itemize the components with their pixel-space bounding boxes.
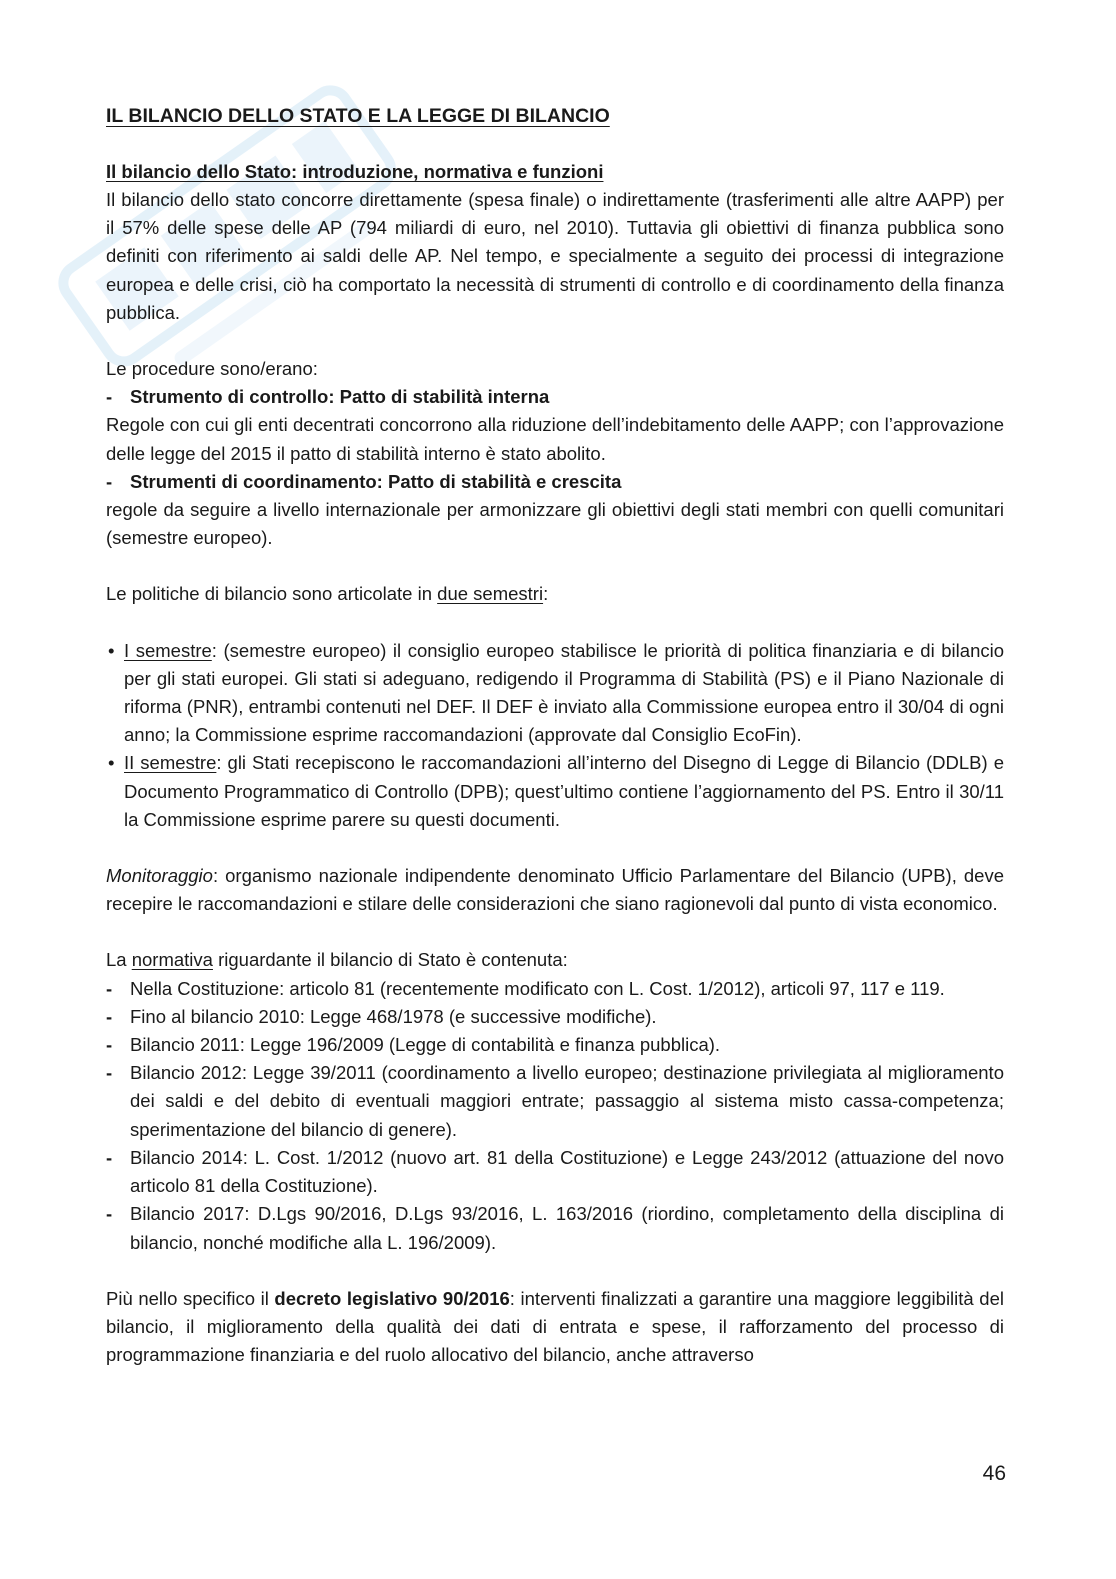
semester-item-1: • I semestre: (semestre europeo) il consiglio europeo stabilisce le priorità di politica finanziaria e di bilancio per gli stati europei. Gli stati si adeguano, redigendo il Programma di Stabilità (PS) e il Piano Nazionale di riforma (PNR), entrambi contenuti nel DEF. Il DEF è inviato alla Commissione europea entro il 30/04 di ogni anno; la Commissione esprime raccomandazioni (approvate dal Consiglio EcoFin). xyxy=(106,637,1004,750)
procedure-text-1: Regole con cui gli enti decentrati concorrono alla riduzione dell’indebitamento delle AAPP; con l’approvazione delle legge del 2015 il patto di stabilità interno è stato abolito. xyxy=(106,414,1004,464)
page-heading: IL BILANCIO DELLO STATO E LA LEGGE DI BILANCIO xyxy=(106,105,610,127)
intro-paragraph: Il bilancio dello stato concorre direttamente (spesa finale) o indirettamente (trasferimenti alle altre AAPP) per il 57% delle spese delle AP (794 miliardi di euro, nel 2010). Tuttavia gli obiettivi di finanza pubblica sono definiti con riferimento ai saldi delle AP. Nel tempo, e specialmente a seguito dei processi di integrazione europea e delle crisi, ciò ha comportato la necessità di strumenti di controllo e di coordinamento della finanza pubblica. xyxy=(106,189,1004,323)
normativa-item: - Bilancio 2014: L. Cost. 1/2012 (nuovo art. 81 della Costituzione) e Legge 243/2012 (attuazione del novo articolo 81 della Costituzione). xyxy=(106,1144,1004,1200)
normativa-item: - Bilancio 2017: D.Lgs 90/2016, D.Lgs 93/2016, L. 163/2016 (riordino, completamento della disciplina di bilancio, nonché modifiche alla L. 196/2009). xyxy=(106,1200,1004,1256)
normativa-lead: La normativa riguardante il bilancio di Stato è contenuta: xyxy=(106,949,568,971)
procedure-text-2: regole da seguire a livello internazionale per armonizzare gli obiettivi degli stati membri con quelli comunitari (semestre europeo). xyxy=(106,499,1004,549)
procedure-title-2: - Strumenti di coordinamento: Patto di stabilità e crescita xyxy=(106,468,1004,496)
normativa-item: - Nella Costituzione: articolo 81 (recentemente modificato con L. Cost. 1/2012), articoli 97, 117 e 119. xyxy=(106,975,1004,1003)
procedure-title-1: - Strumento di controllo: Patto di stabilità interna xyxy=(106,383,1004,411)
page-number: 46 xyxy=(982,1462,1006,1485)
decree-paragraph: Più nello specifico il decreto legislativo 90/2016: interventi finalizzati a garantire una maggiore leggibilità del bilancio, il miglioramento della qualità dei dati di entrata e spese, il rafforzamento del processo di programmazione finanziaria e del ruolo allocativo del bilancio, anche attraverso xyxy=(106,1287,1004,1366)
monitoring-paragraph: Monitoraggio: organismo nazionale indipendente denominato Ufficio Parlamentare del Bilancio (UPB), deve recepire le raccomandazioni e stilare delle considerazioni che siano ragionevoli dal punto di vista economico. xyxy=(106,865,1004,915)
section-subheading: Il bilancio dello Stato: introduzione, normativa e funzioni xyxy=(106,161,604,182)
normativa-item: - Bilancio 2011: Legge 196/2009 (Legge di contabilità e finanza pubblica). xyxy=(106,1031,1004,1059)
semester-item-2: • II semestre: gli Stati recepiscono le raccomandazioni all’interno del Disegno di Legge di Bilancio (DDLB) e Documento Programmatico di Controllo (DPB); quest’ultimo contiene l’aggiornamento del PS. Entro il 30/11 la Commissione esprime parere su questi documenti. xyxy=(106,749,1004,834)
normativa-item: - Fino al bilancio 2010: Legge 468/1978 (e successive modifiche). xyxy=(106,1003,1004,1031)
normativa-item: - Bilancio 2012: Legge 39/2011 (coordinamento a livello europeo; destinazione privilegiata al miglioramento dei saldi e del debito di eventuali maggiori entrate; passaggio al sistema misto cassa-competenza; sperimentazione del bilancio di genere). xyxy=(106,1059,1004,1144)
semesters-lead: Le politiche di bilancio sono articolate in due semestri: xyxy=(106,583,549,605)
document-page xyxy=(106,102,1004,1369)
procedures-lead: Le procedure sono/erano: xyxy=(106,358,318,380)
